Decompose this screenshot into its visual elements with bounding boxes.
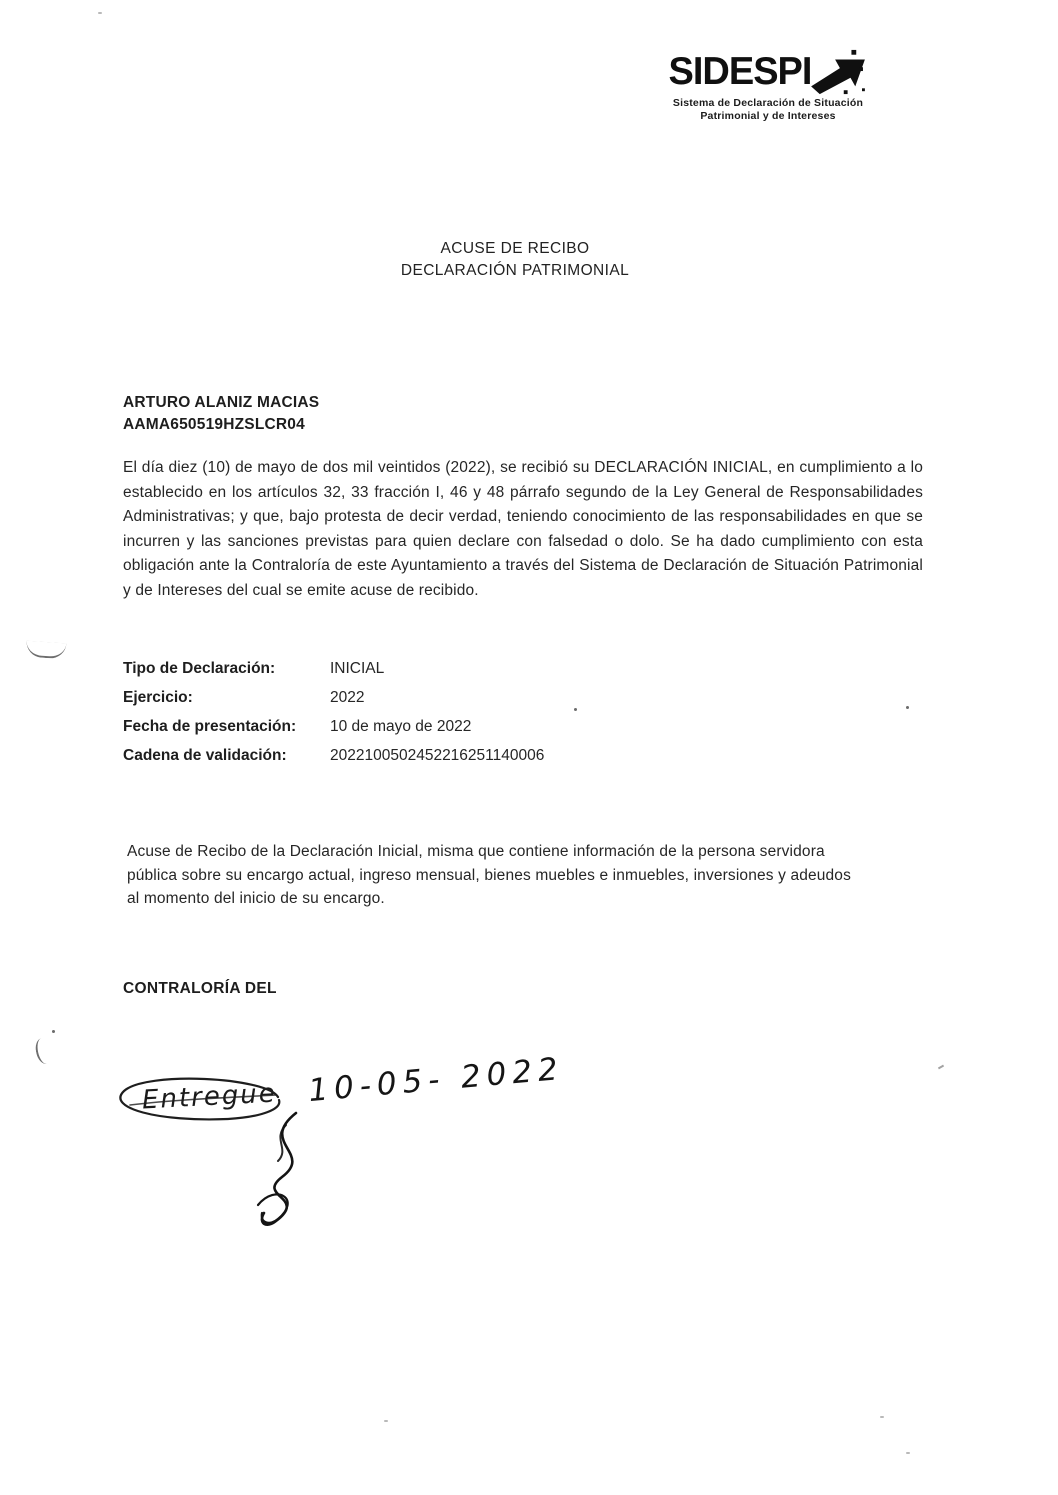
scan-artifact-speck-2 [880, 1416, 884, 1418]
note-paragraph: Acuse de Recibo de la Declaración Inicial, misma que contiene información de la persona servidora pública sobre su encargo actual, ingreso mensual, bienes muebles e inmuebles, inversiones y adeudos al momento del inicio de su encargo. [127, 843, 851, 907]
handwritten-word: Entregue [141, 1078, 278, 1116]
logo-subtitle-line2: Patrimonial y de Intereses [700, 109, 836, 122]
logo-subtitle [646, 97, 890, 122]
logo-arrow-icon [809, 48, 867, 96]
document-title-line2: DECLARACIÓN PATRIMONIAL [400, 262, 630, 279]
scan-artifact-tick-1 [938, 1065, 944, 1070]
field-label: Cadena de validación: [123, 747, 287, 764]
field-row-tipo [123, 658, 683, 679]
scan-artifact-speck-1 [384, 1420, 388, 1422]
logo-brand-row [646, 50, 890, 96]
sidespi-logo [646, 50, 890, 122]
field-label: Tipo de Declaración: [123, 660, 276, 677]
scan-artifact-dot-3 [574, 708, 577, 711]
signature-stroke [262, 1113, 296, 1225]
body-paragraph: El día diez (10) de mayo de dos mil veintidos (2022), se recibió su DECLARACIÓN INICIAL, en cumplimiento a lo establecido en los artículos 32, 33 fracción I, 46 y 48 párrafo segundo de la Ley General de Responsabilidades Administrativas; y que, bajo protesta de decir verdad, teniendo conocimiento de las responsabilidades en que se incurren y las sanciones previstas para quien declare con falsedad o dolo. Se ha dado cumplimiento con esta obligación ante la Contraloría de este Ayuntamiento a través del Sistema de Declaración de Situación Patrimonial y de Intereses del cual se emite acuse de recibido. [123, 459, 923, 599]
handwritten-date: 10-05- 2022 [306, 1050, 566, 1110]
scan-artifact-top-left [98, 12, 102, 14]
strike-stroke [130, 1095, 276, 1105]
scan-artifact-dot-1 [52, 1030, 55, 1033]
field-value: 2022100502452216251140006 [330, 747, 545, 764]
recipient-name: ARTURO ALANIZ MACIAS [123, 394, 320, 411]
scan-artifact-left-paren [33, 1037, 54, 1066]
field-value: 2022 [330, 689, 365, 706]
field-value: INICIAL [330, 660, 385, 677]
document-title-line1: ACUSE DE RECIBO [440, 240, 590, 257]
document-title [0, 238, 1044, 282]
field-label: Fecha de presentación: [123, 718, 297, 735]
recipient-curp: AAMA650519HZSLCR04 [123, 416, 305, 433]
logo-wordmark: SIDESPI [668, 50, 812, 94]
scan-artifact-left-swoosh [25, 641, 66, 660]
scan-artifact-speck-3 [906, 1452, 910, 1454]
field-label: Ejercicio: [123, 689, 193, 706]
field-row-ejercicio [123, 687, 683, 708]
handwriting-strokes [100, 1055, 600, 1245]
recipient-block [123, 392, 319, 436]
field-row-cadena [123, 745, 683, 766]
logo-subtitle-line1: Sistema de Declaración de Situación [672, 97, 864, 109]
declaration-fields [123, 658, 683, 774]
field-row-fecha [123, 716, 683, 737]
field-value: 10 de mayo de 2022 [330, 718, 472, 735]
footer-heading: CONTRALORÍA DEL [123, 980, 277, 997]
scan-artifact-dot-2 [906, 706, 909, 709]
